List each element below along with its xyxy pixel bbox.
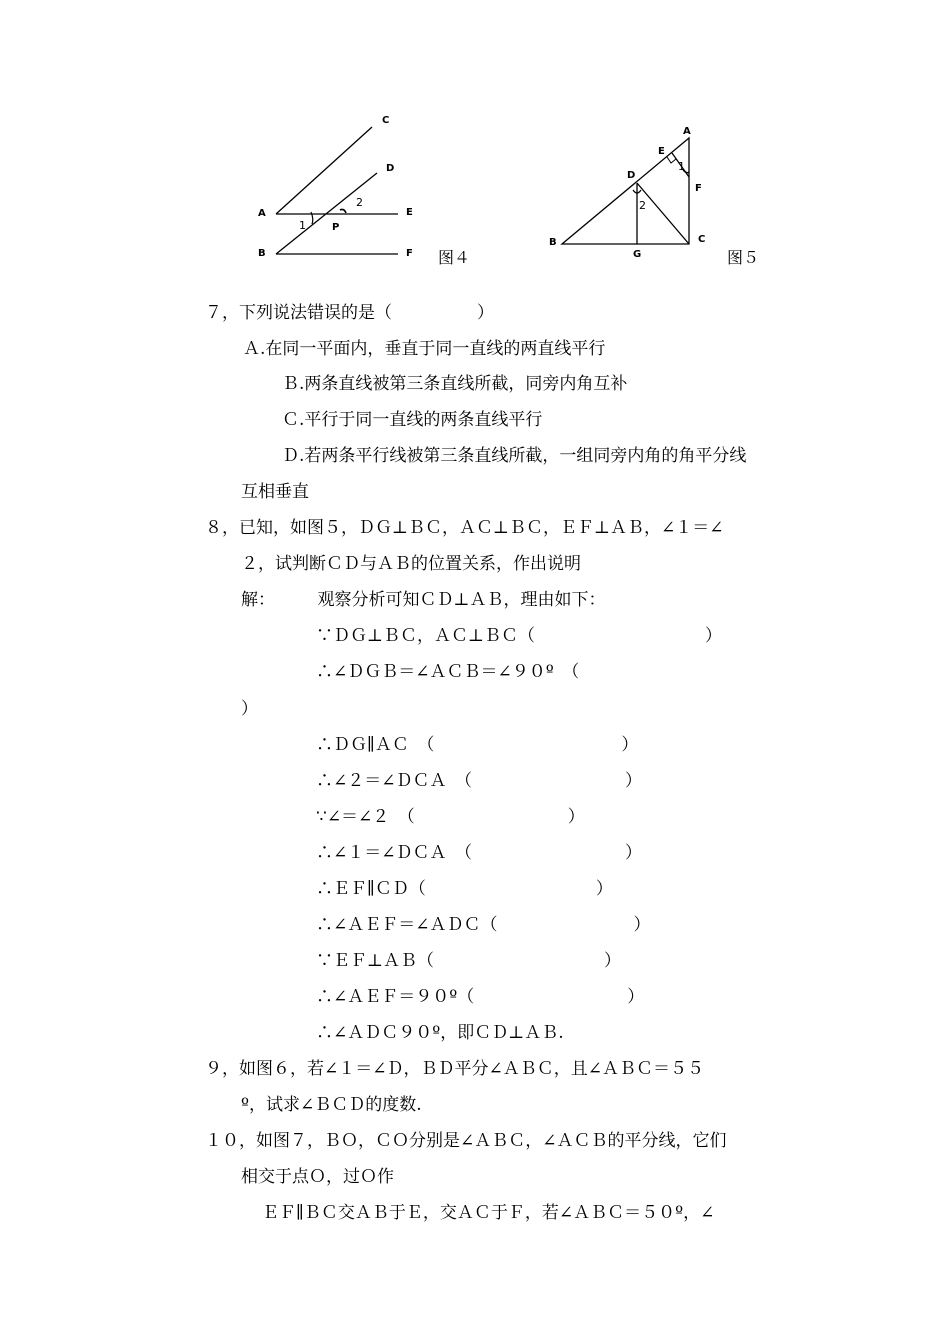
q10-stem-cont: 相交于点Ｏ，过Ｏ作	[241, 1167, 394, 1187]
fig4-angle-2: 2	[356, 196, 363, 209]
proof-step-5: ∵∠＝∠２ （ ）	[316, 807, 585, 827]
segment-DC	[637, 183, 689, 244]
fig4-angle-1: 1	[299, 219, 306, 232]
q10-stem-cont-2: ＥＦ∥ＢＣ交ＡＢ于Ｅ，交ＡＣ于Ｆ，若∠ＡＢＣ＝５０º，∠	[262, 1203, 715, 1223]
q7-option-c: Ｃ.平行于同一直线的两条直线平行	[282, 410, 543, 430]
proof-step-9: ∵ＥＦ⊥ＡＢ（ ）	[316, 951, 621, 971]
fig4-label-C: C	[382, 115, 390, 126]
q9-stem: ９，如图６，若∠１＝∠Ｄ，ＢＤ平分∠ＡＢＣ，且∠ＡＢＣ＝５５	[205, 1059, 704, 1079]
proof-step-8: ∴∠ＡＥＦ＝∠ＡＤＣ（ ）	[316, 915, 651, 935]
proof-step-4: ∴∠２＝∠ＤＣＡ （ ）	[316, 771, 642, 791]
proof-step-10: ∴∠ＡＥＦ＝９０º（ ）	[316, 987, 645, 1007]
fig5-label-A: A	[683, 126, 691, 137]
fig4-label-E: E	[406, 207, 413, 218]
triangle-ABC	[562, 138, 689, 244]
q8-stem-cont: ２，试判断ＣＤ与ＡＢ的位置关系，作出说明	[241, 554, 581, 574]
q7-option-d: Ｄ.若两条平行线被第三条直线所截，一组同旁内角的角平分线	[282, 446, 747, 466]
q8-stem: ８，已知，如图５，ＤＧ⊥ＢＣ，ＡＣ⊥ＢＣ，ＥＦ⊥ＡＢ，∠１＝∠	[205, 518, 724, 538]
fig5-angle-1: 1	[678, 160, 685, 173]
proof-step-7: ∴ＥＦ∥ＣＤ（ ）	[316, 879, 613, 899]
right-angle-E	[667, 157, 676, 163]
q7-stem: ７，下列说法错误的是（ ）	[205, 303, 494, 323]
proof-step-2-cont: ）	[241, 699, 258, 719]
fig4-caption: 图４	[438, 248, 471, 267]
proof-step-1: ∵ＤＧ⊥ＢＣ，ＡＣ⊥ＢＣ（ ）	[316, 626, 722, 646]
fig5-label-G: G	[633, 249, 642, 260]
q7-option-a: Ａ.在同一平面内，垂直于同一直线的两直线平行	[243, 339, 606, 359]
fig4-label-A: A	[258, 208, 266, 219]
q7-option-b: Ｂ.两条直线被第三条直线所截，同旁内角互补	[282, 374, 628, 394]
q7-option-d-cont: 互相垂直	[241, 482, 309, 502]
fig4-label-D: D	[386, 163, 395, 174]
fig4-label-F: F	[406, 248, 413, 259]
proof-step-6: ∴∠１＝∠ＤＣＡ （ ）	[316, 843, 642, 863]
figure-5-diagram	[0, 0, 950, 300]
fig5-label-D: D	[627, 170, 636, 181]
q10-stem: １０，如图７，ＢＯ，ＣＯ分别是∠ＡＢＣ，∠ＡＣＢ的平分线，它们	[205, 1131, 727, 1151]
fig4-label-B: B	[258, 248, 266, 259]
fig5-label-B: B	[549, 237, 557, 248]
fig4-label-P: P	[332, 222, 340, 233]
proof-step-2: ∴∠ＤＧＢ＝∠ＡＣＢ＝∠９０º （	[316, 662, 580, 682]
q8-solution-intro: 解： 观察分析可知ＣＤ⊥ＡＢ，理由如下：	[241, 590, 606, 610]
fig5-label-F: F	[695, 183, 702, 194]
fig5-caption: 图５	[727, 248, 760, 267]
proof-step-3: ∴ＤＧ∥ＡＣ （ ）	[316, 735, 639, 755]
q9-stem-cont: º，试求∠ＢＣＤ的度数.	[241, 1095, 422, 1115]
proof-conclusion: ∴∠ＡＤＣ９０º，即ＣＤ⊥ＡＢ.	[316, 1023, 564, 1043]
fig5-label-E: E	[658, 146, 665, 157]
fig5-angle-2: 2	[639, 199, 646, 212]
fig5-label-C: C	[698, 234, 706, 245]
